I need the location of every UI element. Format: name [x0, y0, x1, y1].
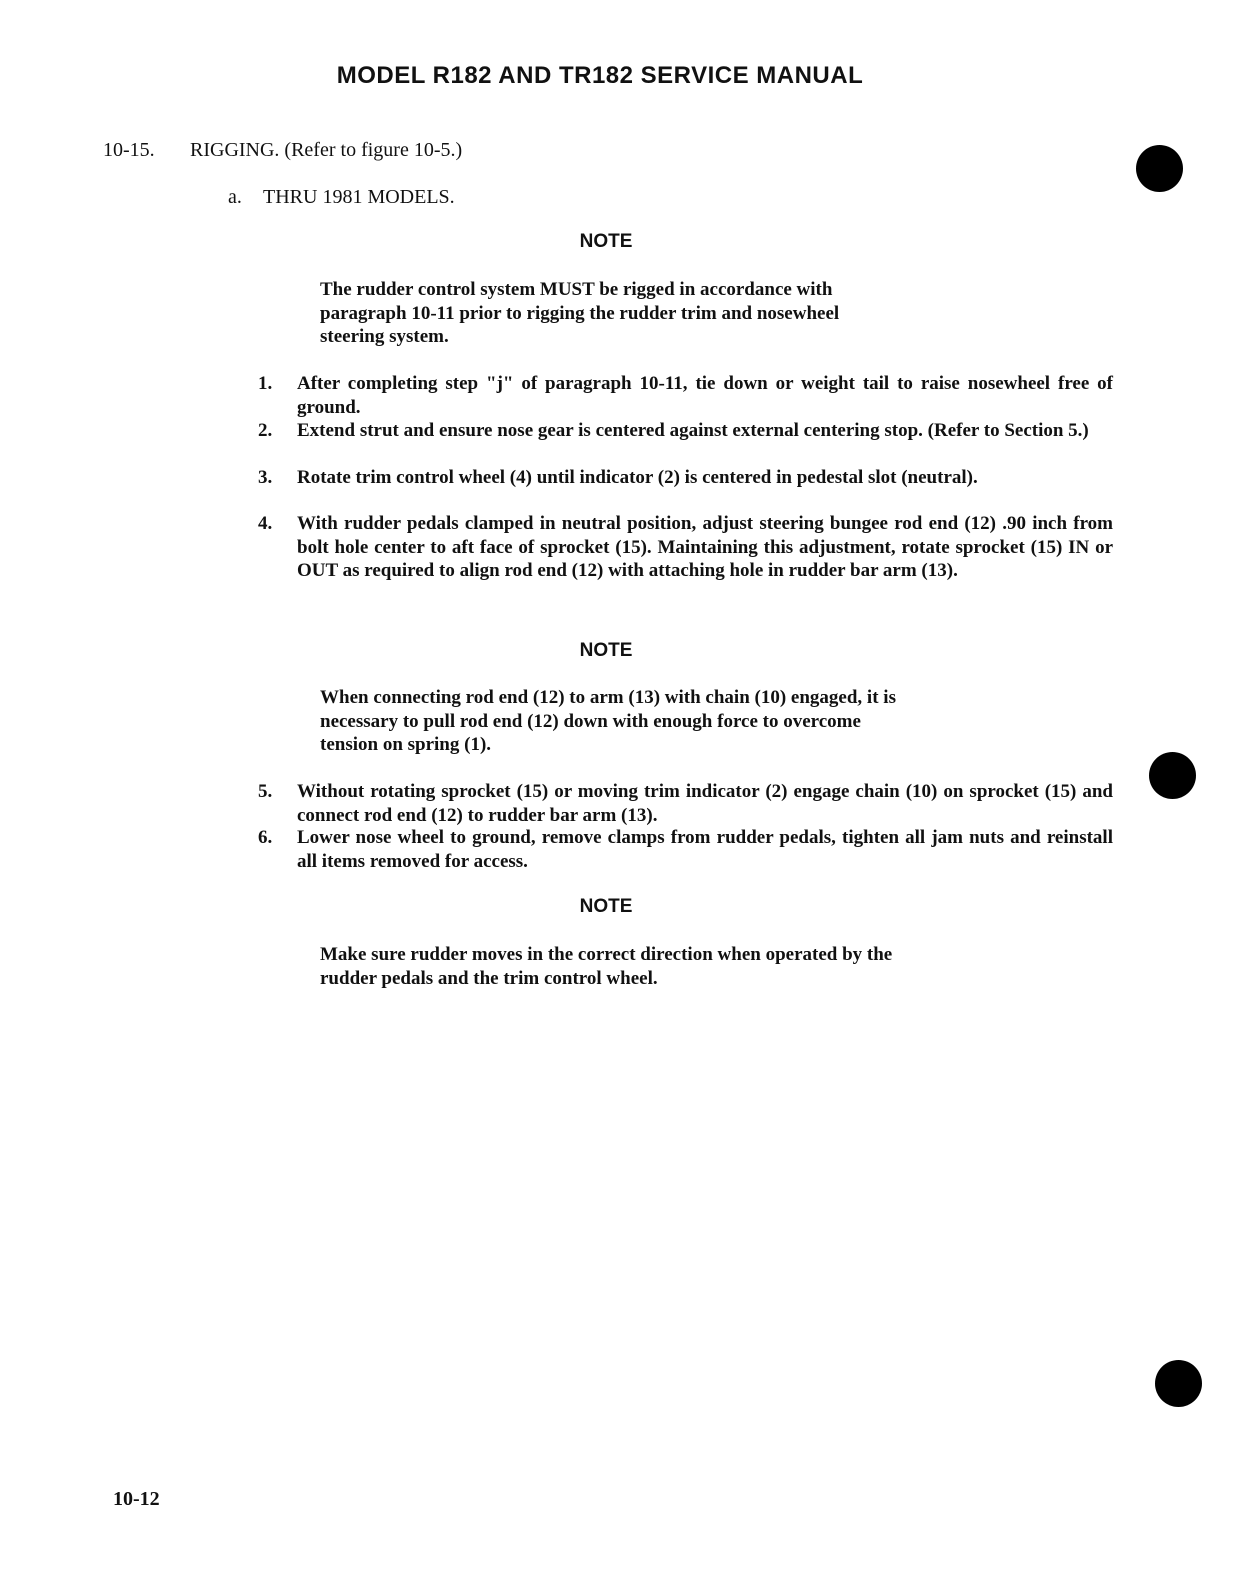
step-2 [258, 419, 1113, 443]
step-4 [258, 512, 1113, 583]
note-heading-2: NOTE [579, 640, 633, 661]
note-text-1: The rudder control system MUST be rigged in accordance with paragraph 10-11 prior to rigging the rudder trim and nosewheel steering system. [320, 279, 840, 347]
paragraph-title: RIGGING. (Refer to figure 10-5.) [190, 139, 463, 161]
step-text: Rotate trim control wheel (4) until indicator (2) is centered in pedestal slot (neutral). [297, 467, 978, 488]
note-text-3: Make sure rudder moves in the correct direction when operated by the rudder pedals and the trim control wheel. [320, 944, 893, 989]
step-text: After completing step "j" of paragraph 10-11, tie down or weight tail to raise nosewheel free of ground. [297, 373, 1113, 418]
subparagraph-letter: a. [228, 186, 242, 208]
step-1 [258, 372, 1113, 419]
step-text: Lower nose wheel to ground, remove clamps from rudder pedals, tighten all jam nuts and reinstall all items removed for access. [297, 827, 1113, 872]
subparagraph-title: THRU 1981 MODELS. [263, 186, 455, 208]
note-heading-1: NOTE [579, 231, 633, 252]
binder-hole-bottom [1155, 1360, 1202, 1407]
step-5 [258, 780, 1113, 827]
step-number: 3. [258, 467, 273, 488]
binder-hole-middle [1149, 752, 1196, 799]
step-number: 2. [258, 420, 273, 441]
step-3 [258, 466, 1113, 490]
note-heading-3: NOTE [579, 896, 633, 917]
step-number: 6. [258, 827, 273, 848]
step-number: 5. [258, 781, 273, 802]
page-header-title: MODEL R182 AND TR182 SERVICE MANUAL [336, 62, 864, 89]
page-number: 10-12 [113, 1488, 160, 1510]
step-6 [258, 826, 1113, 873]
step-text: Without rotating sprocket (15) or moving trim indicator (2) engage chain (10) on sprocket (15) and connect rod end (12) to rudder bar arm (13). [297, 781, 1113, 826]
binder-hole-top [1136, 145, 1183, 192]
step-text: With rudder pedals clamped in neutral position, adjust steering bungee rod end (12) .90 inch from bolt hole center to aft face of sprocket (15). Maintaining this adjustment, rotate sprocket (15) IN or OUT as required to align rod end (12) with attaching hole in rudder bar arm (13). [297, 513, 1113, 581]
paragraph-number: 10-15. [103, 139, 155, 161]
step-number: 1. [258, 373, 273, 394]
note-text-2: When connecting rod end (12) to arm (13) with chain (10) engaged, it is necessary to pull rod end (12) down with enough force to overcome tension on spring (1). [320, 687, 896, 755]
step-number: 4. [258, 513, 273, 534]
step-text: Extend strut and ensure nose gear is centered against external centering stop. (Refer to Section 5.) [297, 420, 1089, 441]
